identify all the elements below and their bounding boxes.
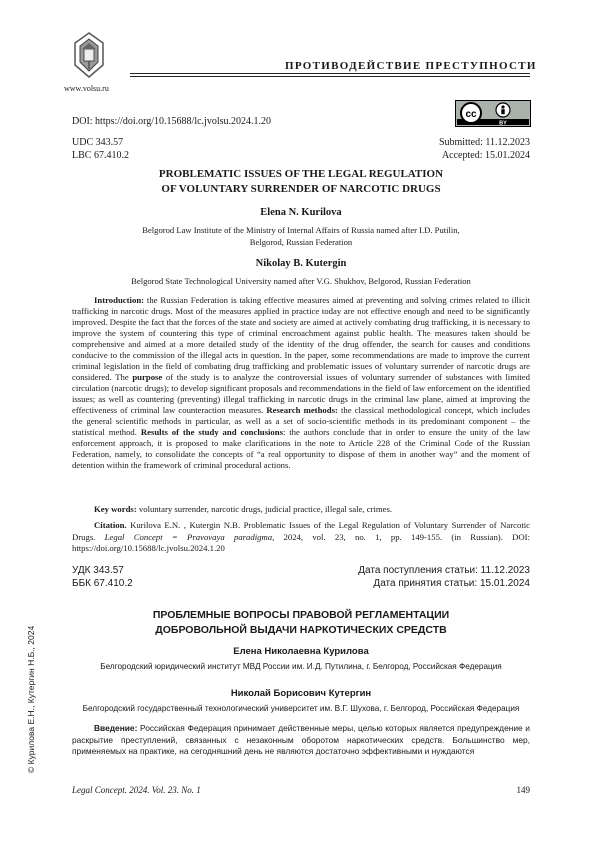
- methods-label: Research methods:: [266, 405, 338, 415]
- header-rule: [130, 73, 530, 74]
- submitted-date: Submitted: 11.12.2023: [438, 137, 530, 148]
- abstract-text: the classical methodological concept, which includes the general scientific methods in particular, as well as a set of socio-scientific methods in its predominant component – the statistical method.: [72, 405, 530, 437]
- abstract-text: : the authors conclude that in order to ensure the unity of the law enforcement approach, it is proposed to make clarifications in the note to Article 228 of the Criminal Code of the Russian Federation, namely, to consolidate the concepts of “a real opportunity to dispose of them in another way” and the moment of detention within the framework of criminal procedural actions.: [72, 427, 530, 470]
- ru-author-name: Елена Николаевна Курилова: [233, 646, 369, 657]
- ru-intro-label: Введение:: [94, 723, 138, 733]
- abstract-text: of the study is to analyze the controversial issues of voluntary surrender of substances with limited circulation (narcotic drugs); to develop significant proposals and recommendations in the field of law enforcement on the identified issues; as well as countering (preventing) illegal trafficking in narcotic drugs in the criminal law plane, aimed at improving the effectiveness of criminal law counteraction measures.: [72, 372, 530, 415]
- cc-by-license-badge[interactable]: [455, 100, 531, 127]
- ru-received-date: Дата поступления статьи: 11.12.2023: [358, 565, 530, 576]
- section-rubric: ПРОТИВОДЕЙСТВИЕ ПРЕСТУПНОСТИ: [285, 60, 537, 72]
- affiliation-line: Belgorod Law Institute of the Ministry of Internal Affairs of Russia named after I.D. Putilin,: [142, 225, 460, 235]
- ru-accepted-date: Дата принятия статьи: 15.01.2024: [373, 578, 530, 589]
- citation-text: , 2024, vol. 23, no. 1, pp. 149-155. (in Russian). DOI: https://doi.org/10.15688/lc.jvolsu.2024.1.20: [72, 531, 530, 553]
- keywords-label: Key words:: [94, 504, 137, 514]
- ru-bbk-code: ББК 67.410.2: [72, 578, 133, 589]
- dates-block: [380, 136, 530, 162]
- by-label: BY: [499, 120, 507, 127]
- header-rule-thin: [130, 76, 530, 77]
- ru-author-affiliation: Белгородский юридический институт МВД России им. И.Д. Путилина, г. Белгород, Российская Федерация: [100, 662, 502, 671]
- author-name: Elena N. Kurilova: [260, 207, 342, 218]
- citation: [72, 520, 530, 555]
- author-name: Nikolay B. Kutergin: [255, 258, 347, 269]
- ru-intro-text: Российская Федерация принимает действенные меры, целью которых является предупреждение и раскрытие преступлений, связанных с незаконным оборотом наркотических средств. Большинство мер, применяемых на практике, на сегодняшний день не являются достаточно эффективными и нуждаются: [72, 723, 530, 756]
- side-copyright: © Курилова Е.Н., Кутергин Н.Б., 2024: [26, 625, 36, 773]
- accepted-date: Accepted: 15.01.2024: [441, 150, 530, 161]
- ru-title-line-1: ПРОБЛЕМНЫЕ ВОПРОСЫ ПРАВОВОЙ РЕГЛАМЕНТАЦИИ: [152, 609, 450, 621]
- affiliation-line: Belgorod, Russian Federation: [249, 237, 353, 247]
- person-icon: [501, 105, 504, 108]
- abstract-text: the Russian Federation is taking effective measures aimed at preventing and solving crimes related to illicit trafficking in narcotic drugs. Most of the measures applied in practice today are not effective enough and need to be significantly improved. Despite the fact that the forces of the state and society are aimed at actively combating drug trafficking, it is necessary to improve the system of countering this type of criminal encroachment against public health. The measures taken should be comprehensive and aimed at a more detailed study of the identity of the drug offender, the search for causes and conditions conducive to the commission of the illegal acts in question. In the paper, some recommendations are made to improve the current criminal legislation in the field of combating drug trafficking and problematic issues of voluntary surrender of narcotic drugs are considered. The: [72, 295, 530, 382]
- footer-journal: Legal Concept. 2024. Vol. 23. No. 1: [72, 785, 201, 795]
- citation-label: Citation.: [94, 520, 127, 530]
- ru-udc-block: [72, 564, 133, 590]
- ru-title-line-2: ДОБРОВОЛЬНОЙ ВЫДАЧИ НАРКОТИЧЕСКИХ СРЕДСТВ: [155, 624, 447, 636]
- title-line-1: PROBLEMATIC ISSUES OF THE LEGAL REGULATION: [158, 168, 444, 180]
- ru-introduction: [72, 723, 530, 758]
- abstract-label: Introduction:: [94, 295, 145, 305]
- ru-author-affiliation: Белгородский государственный технологический университет им. В.Г. Шухова, г. Белгород, Российская Федерация: [82, 704, 520, 713]
- university-logo: [69, 31, 109, 79]
- doi-link[interactable]: DOI: https://doi.org/10.15688/lc.jvolsu.2024.1.20: [72, 116, 271, 127]
- title-line-2: OF VOLUNTARY SURRENDER OF NARCOTIC DRUGS: [161, 183, 441, 195]
- results-label: Results of the study and conclusions: [140, 427, 283, 437]
- author-affiliation: [80, 224, 522, 248]
- ru-author-name: Николай Борисович Кутергин: [230, 688, 372, 699]
- udc-lbc-block: [72, 136, 129, 162]
- citation-text: Kurilova E.N. , Kutergin N.B. Problematic Issues of the Legal Regulation of Voluntary Surrender of Narcotic Drugs.: [72, 520, 530, 542]
- author-affiliation: Belgorod State Technological University named after V.G. Shukhov, Belgorod, Russian Federation: [131, 276, 471, 286]
- site-url[interactable]: www.volsu.ru: [64, 84, 109, 93]
- journal-name: Legal Concept = Pravovaya paradigma: [104, 531, 273, 542]
- ru-dates-block: [330, 564, 530, 590]
- ru-udc-code: УДК 343.57: [72, 565, 124, 576]
- keywords-text: voluntary surrender, narcotic drugs, judicial practice, illegal sale, crimes.: [136, 504, 393, 514]
- cc-icon: cc: [465, 109, 477, 120]
- paper-title-ru: [72, 608, 530, 638]
- abstract: [72, 295, 530, 471]
- page-number: 149: [516, 785, 530, 795]
- paper-title-en: [72, 167, 530, 197]
- purpose-label: purpose: [132, 372, 163, 382]
- udc-code: UDC 343.57: [72, 137, 124, 148]
- keywords: [72, 504, 530, 515]
- lbc-code: LBC 67.410.2: [72, 150, 129, 161]
